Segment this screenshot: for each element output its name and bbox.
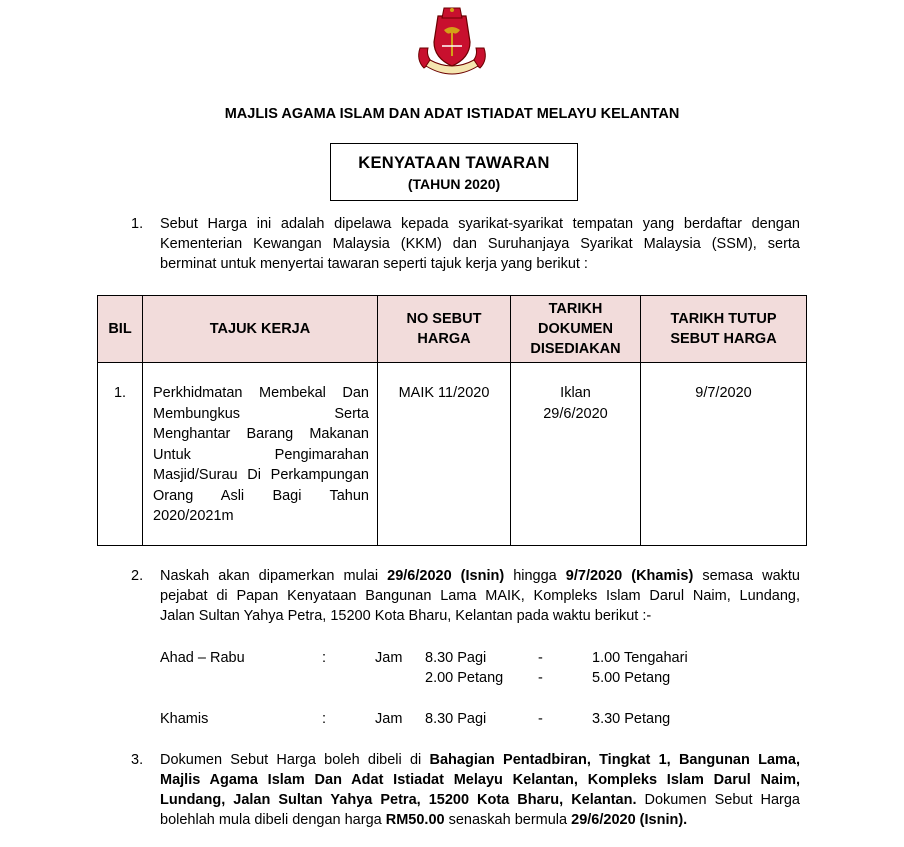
schedule-dash: - bbox=[538, 711, 543, 727]
para2-line: Naskah akan dipamerkan mulai 29/6/2020 (Isnin) hingga 9/7/2020 (Khamis) semasa waktu bbox=[160, 568, 801, 584]
cell-tarikh-dokumen: Iklan 29/6/2020 bbox=[511, 363, 641, 546]
cell-bil: 1. bbox=[98, 363, 143, 546]
para1-line: Kementerian Kewangan Malaysia (KKM) dan Suruhanjaya Syarikat Malaysia (SSM), serta bbox=[160, 236, 800, 252]
schedule-end: 5.00 Petang bbox=[592, 670, 671, 686]
para2-number: 2. bbox=[131, 568, 144, 584]
para3-line: Lundang, Jalan Sultan Yahya Petra, 15200 Kota Bharu, Kelantan. Dokumen Sebut Harga bbox=[160, 792, 800, 808]
header-tajuk: TAJUK KERJA bbox=[143, 296, 378, 363]
schedule-colon: : bbox=[322, 711, 327, 727]
schedule-day: Khamis bbox=[160, 711, 209, 727]
crest-logo bbox=[412, 2, 492, 82]
header-bil: BIL bbox=[98, 296, 143, 363]
para2-line: Jalan Sultan Yahya Petra, 15200 Kota Bharu, Kelantan pada waktu berikut :- bbox=[160, 608, 652, 624]
document-title: KENYATAAN TAWARAN bbox=[358, 154, 550, 172]
para3-number: 3. bbox=[131, 752, 144, 768]
schedule-start: 8.30 Pagi bbox=[425, 711, 487, 727]
para1-number: 1. bbox=[131, 216, 144, 232]
schedule-start: 2.00 Petang bbox=[425, 670, 504, 686]
para3-line: bolehlah mula dibeli dengan harga RM50.00 senaskah bermula 29/6/2020 (Isnin). bbox=[160, 812, 688, 828]
para3-line: Majlis Agama Islam Dan Adat Istiadat Melayu Kelantan, Kompleks Islam Darul Naim, bbox=[160, 772, 800, 788]
para3-line: Dokumen Sebut Harga boleh dibeli di Bahagian Pentadbiran, Tingkat 1, Bangunan Lama, bbox=[160, 752, 800, 768]
table-header-row bbox=[98, 296, 807, 363]
schedule-jam: Jam bbox=[375, 711, 403, 727]
offer-table bbox=[97, 295, 807, 546]
para1-line: Sebut Harga ini adalah dipelawa kepada syarikat-syarikat tempatan yang berdaftar dengan bbox=[160, 216, 800, 232]
cell-tarikh-tutup: 9/7/2020 bbox=[641, 363, 807, 546]
para2 bbox=[160, 566, 800, 626]
table-row bbox=[98, 363, 807, 546]
cell-tajuk: Perkhidmatan Membekal Dan Membungkus Serta Menghantar Barang Makanan Untuk Pengimarahan Masjid/Surau Di Perkampungan Orang Asli Bagi Tahun 2020/2021m bbox=[143, 363, 378, 546]
organization-title: MAJLIS AGAMA ISLAM DAN ADAT ISTIADAT MELAYU KELANTAN bbox=[224, 106, 680, 122]
schedule-end: 1.00 Tengahari bbox=[592, 650, 688, 666]
schedule-colon: : bbox=[322, 650, 327, 666]
header-tarikh-tutup: TARIKH TUTUP SEBUT HARGA bbox=[641, 296, 807, 363]
schedule-jam: Jam bbox=[375, 650, 403, 666]
schedule-dash: - bbox=[538, 670, 543, 686]
cell-no-sebut-harga: MAIK 11/2020 bbox=[378, 363, 511, 546]
para3 bbox=[160, 750, 800, 830]
title-box bbox=[330, 143, 578, 201]
para2-line: pejabat di Papan Kenyataan Bangunan Lama MAIK, Kompleks Islam Darul Naim, Lundang, bbox=[160, 588, 800, 604]
schedule-end: 3.30 Petang bbox=[592, 711, 671, 727]
para1-line: berminat untuk menyertai tawaran seperti tajuk kerja yang berikut : bbox=[160, 256, 588, 272]
header-no: NO SEBUT HARGA bbox=[378, 296, 511, 363]
schedule-start: 8.30 Pagi bbox=[425, 650, 487, 666]
schedule-day: Ahad – Rabu bbox=[160, 650, 245, 666]
para1 bbox=[160, 214, 800, 274]
document-subtitle: (TAHUN 2020) bbox=[407, 176, 501, 192]
schedule-dash: - bbox=[538, 650, 543, 666]
header-tarikh-dokumen: TARIKH DOKUMEN DISEDIAKAN bbox=[511, 296, 641, 363]
